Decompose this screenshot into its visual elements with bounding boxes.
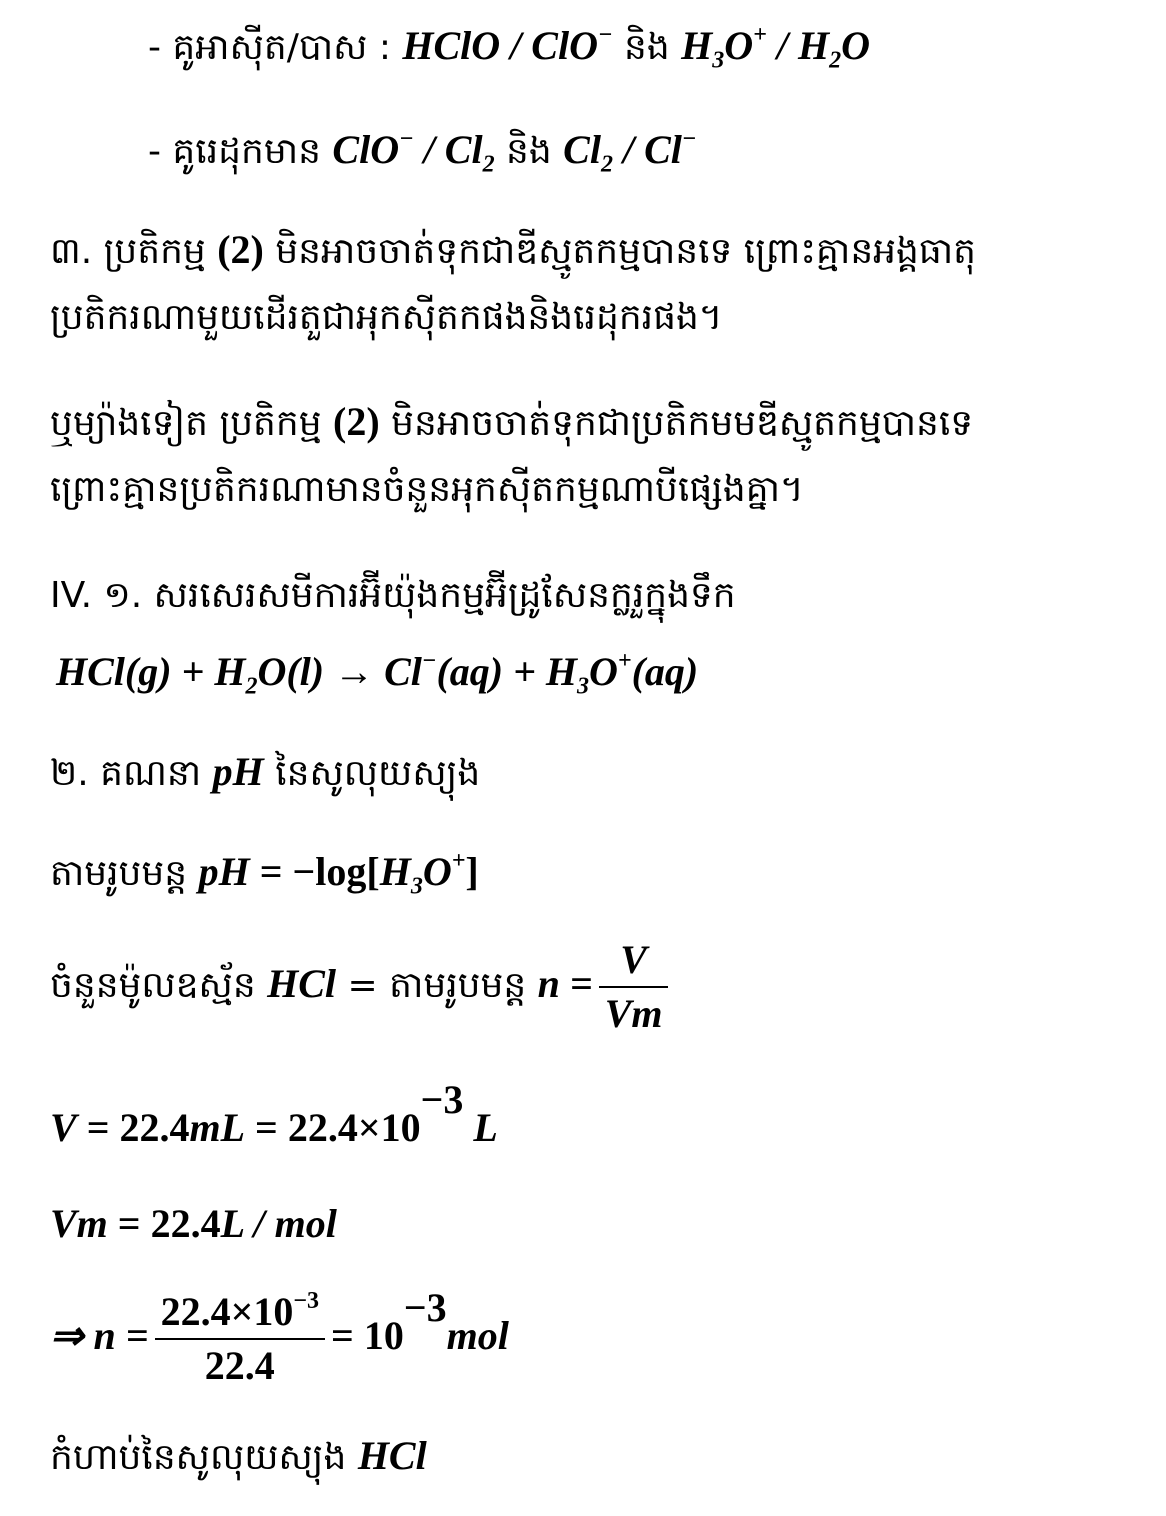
line-ph-formula xyxy=(50,848,479,900)
acid-base-pairs-label: - គូអាស៊ីត/បាស : xyxy=(148,27,403,68)
fraction-denominator: 22.4 xyxy=(204,1343,275,1388)
moles-label: ចំនួនម៉ូលឧស្ម័ន xyxy=(50,965,268,1006)
redox-pairs-label: - គូរេដុកមាន xyxy=(148,131,333,172)
line-concentration xyxy=(50,1432,427,1480)
reaction-number: (2) xyxy=(333,399,380,444)
line-item-3-cont: ប្រតិករណាមួយដើរតួជាអុកស៊ីតកផងនិងរេដុករផង។ xyxy=(50,297,723,338)
line-moles-result: ⇒ n = $\frac{22.4\times 10^{-3}}{22.4}$ = $10^{-3}mol$ xyxy=(50,1285,509,1388)
item-3-text: មិនអាចចាត់ទុកជាឌីស្មូតកម្មបានទេ ព្រោះគ្មានអង្គធាតុ xyxy=(263,231,976,272)
fraction-moles xyxy=(155,1288,325,1390)
clo-cl2-pair: $ClO^- / Cl_2$ xyxy=(332,126,495,178)
line-acid-base-pairs xyxy=(148,22,870,74)
fraction-v-over-vm xyxy=(599,936,669,1038)
hcl-symbol: HCl xyxy=(357,1433,427,1478)
formula-label: តាមរូបមន្ត xyxy=(50,853,199,894)
n-equals: n = xyxy=(537,961,593,1006)
cl2-cl-pair: $Cl_2 / Cl^-$ xyxy=(563,126,697,178)
calc-ph-suffix: នៃសូលុយស្យុង xyxy=(263,753,481,794)
fraction-numerator: V xyxy=(599,936,669,988)
line-item-3 xyxy=(50,226,976,274)
hcl-symbol: HCl xyxy=(267,961,337,1006)
line-alternative-cont: ព្រោះគ្មានប្រតិករណាមានចំនួនអុកស៊ីតកម្មណាបីផ្សេងគ្នា។ xyxy=(50,469,804,510)
alternative-text: មិនអាចចាត់ទុកជាប្រតិកមមឌីស្មូតកម្មបានទេ xyxy=(379,403,974,444)
alternative-prefix: ឬម្យ៉ាងទៀត ប្រតិកម្ម xyxy=(50,403,334,444)
hydronium-water-pair: $H_3O^+ / H_2O$ xyxy=(681,22,870,74)
conjunction-and: និង xyxy=(612,27,682,68)
reaction-number: (2) xyxy=(217,227,264,272)
equals-sign: = xyxy=(336,965,390,1006)
item-3-prefix: ៣. ប្រតិកម្ម xyxy=(50,231,218,272)
line-moles-hcl xyxy=(50,936,674,1038)
implies-n-equals: ⇒ n = xyxy=(50,1313,149,1358)
line-calc-ph xyxy=(50,748,480,796)
line-volume: $V = 22.4mL = 22.4\times 10^{-3}$ L xyxy=(50,1077,498,1150)
calc-ph-prefix: ២. គណនា xyxy=(50,753,213,794)
ionization-equation: $HCl(g) + H_2O(l) \to Cl^-(aq) + H_3O^+(aq)$ xyxy=(56,648,699,700)
line-alternative xyxy=(50,398,973,446)
hclo-clo-pair: HClO / ClO− xyxy=(402,22,613,68)
concentration-label: កំហាប់នៃសូលុយស្យុង xyxy=(50,1437,358,1478)
formula-label: តាមរូបមន្ត xyxy=(389,965,538,1006)
fraction-denominator: Vm xyxy=(604,991,663,1036)
section-iv-heading: IV. ១. សរសេរសមីការអ៊ីយ៉ុងកម្មអ៊ីដ្រូសែនក្លរួក្នុងទឹក xyxy=(50,575,736,616)
ph-formula: pH = $-\log[H_3O^+]$ xyxy=(198,848,479,900)
line-redox-pairs xyxy=(148,126,697,178)
ph-symbol: pH xyxy=(212,749,264,794)
fraction-numerator: $22.4\times 10^{-3}$ xyxy=(155,1288,325,1340)
line-molar-volume: Vm = 22.4L / mol xyxy=(50,1201,337,1246)
conjunction-and: និង xyxy=(494,131,564,172)
